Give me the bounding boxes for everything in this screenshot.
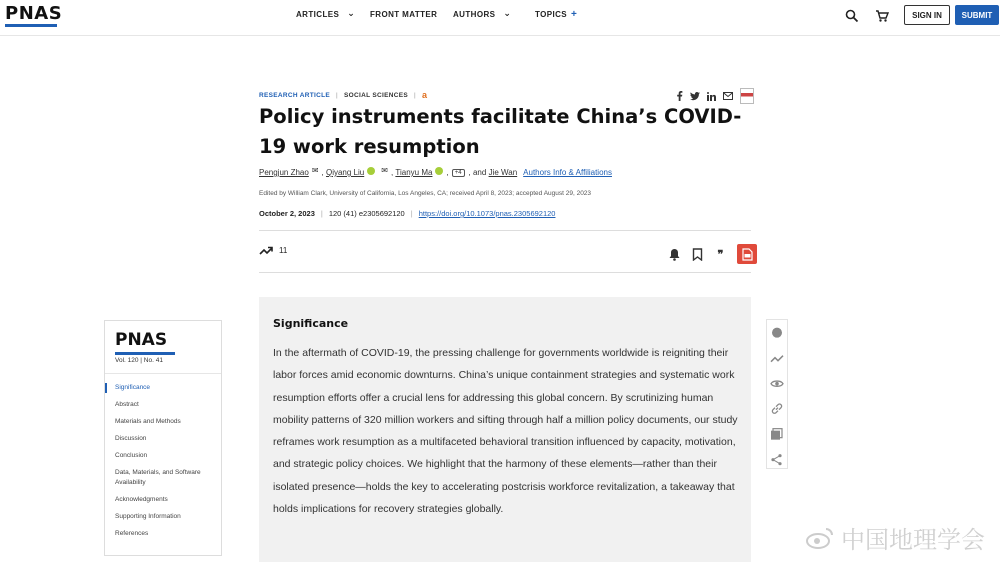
search-icon[interactable]: [845, 9, 859, 23]
nav-front-matter-label: FRONT MATTER: [370, 10, 438, 19]
facebook-icon[interactable]: [676, 91, 683, 101]
pdf-download-button[interactable]: [737, 244, 757, 264]
toc-item-references[interactable]: References: [115, 530, 149, 537]
watermark: [805, 520, 985, 555]
nav-topics-label: TOPICS: [535, 10, 568, 19]
nav-authors[interactable]: [453, 9, 535, 20]
email-icon[interactable]: ✉: [381, 166, 388, 175]
significance-text: In the aftermath of COVID-19, the pressing challenge for governments worldwide is reigniting their labor forces amid economic downturns. China’s unique containment strategies and systematic work resumption efforts offer a crucial lens for addressing this global concern. By scrutinizing human mobility patterns of 320 million workers and sifting through half a million policy documents, our study reframes work resumption as a multifaceted behavioral transition influenced by capacity, motivation, and strategic policy choices. We highlight that the harmony of these elements—rather than their isolated presence—holds the key to accelerating postcrisis workforce revitalization, a takeaway that holds implications for recovery strategies globally.: [273, 347, 738, 516]
open-access-icon: a: [422, 90, 428, 100]
divider: [105, 373, 221, 374]
weibo-logo-icon: [805, 525, 835, 551]
meta-separator: |: [320, 209, 323, 218]
divider: [259, 272, 751, 273]
meta-separator: |: [336, 91, 339, 99]
nav-front-matter[interactable]: [370, 9, 453, 20]
pnas-logo[interactable]: PNAS: [5, 3, 63, 24]
authors-info-link[interactable]: Authors Info & Affiliations: [523, 168, 612, 177]
toc-item-acknowledgments[interactable]: Acknowledgments: [115, 496, 168, 503]
author-link[interactable]: Qiyang Liu: [325, 168, 365, 177]
nav-topics[interactable]: [535, 9, 577, 20]
plus-icon: +: [571, 9, 578, 20]
author-link[interactable]: Tianyu Ma: [395, 168, 433, 177]
toc-list: [105, 383, 221, 546]
cite-icon[interactable]: ❞: [717, 247, 724, 261]
more-authors-button[interactable]: +4: [452, 169, 465, 177]
metrics[interactable]: [259, 246, 287, 255]
toc-item-data-availability[interactable]: Data, Materials, and Software Availability: [115, 469, 201, 486]
toc-item-discussion[interactable]: Discussion: [115, 435, 147, 442]
toc-item-significance[interactable]: Significance: [105, 383, 221, 393]
top-navbar: [0, 0, 1000, 36]
share-icon[interactable]: [770, 451, 784, 468]
article-title: Policy instruments facilitate China’s COVID-19 work resumption: [259, 105, 742, 158]
eye-icon[interactable]: [770, 375, 784, 392]
trending-icon: [259, 246, 273, 255]
article-tools: [668, 244, 757, 264]
article-type-link[interactable]: RESEARCH ARTICLE: [259, 91, 331, 99]
author-link[interactable]: Pengjun Zhao: [259, 168, 309, 177]
divider: [259, 230, 751, 231]
meta-separator: |: [410, 209, 413, 218]
pdf-icon: [742, 248, 753, 261]
author-list: Pengjun Zhao ✉ , Qiyang Liu ✉ , Tianyu Ma , +4 , and Jie Wan Authors Info & Affiliations: [259, 166, 612, 177]
publication-date: October 2, 2023: [259, 209, 315, 218]
main-nav: [296, 9, 577, 20]
publication-line: [259, 209, 555, 218]
toc-item-supporting-information[interactable]: Supporting Information: [115, 513, 181, 520]
toc-item-conclusion[interactable]: Conclusion: [115, 452, 148, 459]
email-icon[interactable]: ✉: [311, 166, 319, 175]
doi-link[interactable]: https://doi.org/10.1073/pnas.2305692120: [418, 209, 556, 218]
orcid-icon[interactable]: [435, 167, 443, 175]
bell-icon[interactable]: [668, 248, 681, 261]
gallery-icon[interactable]: [770, 425, 784, 442]
nav-authors-label: AUTHORS: [453, 10, 496, 19]
watermark-text: 中国地理学会: [841, 526, 985, 554]
nav-articles-label: ARTICLES: [296, 10, 340, 19]
nav-articles[interactable]: [296, 9, 370, 20]
submit-button[interactable]: SUBMIT: [955, 5, 999, 25]
table-of-contents: [104, 320, 222, 556]
author-link[interactable]: Jie Wan: [488, 168, 518, 177]
toc-item-materials-methods[interactable]: Materials and Methods: [115, 418, 181, 425]
circle-icon[interactable]: [770, 324, 784, 341]
email-icon[interactable]: [723, 92, 733, 100]
meta-separator: |: [414, 91, 416, 99]
metrics-count: 11: [279, 246, 288, 255]
significance-box: [259, 297, 751, 562]
significance-heading: Significance: [273, 317, 349, 330]
trending-icon[interactable]: [770, 349, 784, 366]
author-conjunction: , and: [468, 168, 487, 177]
editorial-history: Edited by William Clark, University of California, Los Angeles, CA; received April 8, 2023; accepted August 29, 2023: [259, 190, 592, 197]
volume-issue[interactable]: Vol. 120 | No. 41: [115, 357, 163, 364]
logo-underline: [5, 24, 57, 27]
article-meta: [259, 90, 427, 100]
citation: 120 (41) e2305692120: [328, 209, 405, 218]
bookmark-icon[interactable]: [691, 248, 704, 261]
twitter-icon[interactable]: [690, 92, 700, 101]
cart-icon[interactable]: [875, 9, 889, 23]
section-link[interactable]: SOCIAL SCIENCES: [344, 91, 408, 99]
logo-underline: [115, 352, 175, 355]
sign-in-button[interactable]: SIGN IN: [904, 5, 950, 25]
toc-item-abstract[interactable]: Abstract: [115, 401, 139, 408]
orcid-icon[interactable]: [367, 167, 375, 175]
link-icon[interactable]: [770, 400, 784, 417]
toc-pnas-logo: PNAS: [115, 330, 168, 350]
linkedin-icon[interactable]: [707, 92, 716, 101]
chevron-down-icon: ⌄: [347, 8, 356, 18]
side-toolbar: [766, 319, 788, 469]
chevron-down-icon: ⌄: [503, 8, 512, 18]
